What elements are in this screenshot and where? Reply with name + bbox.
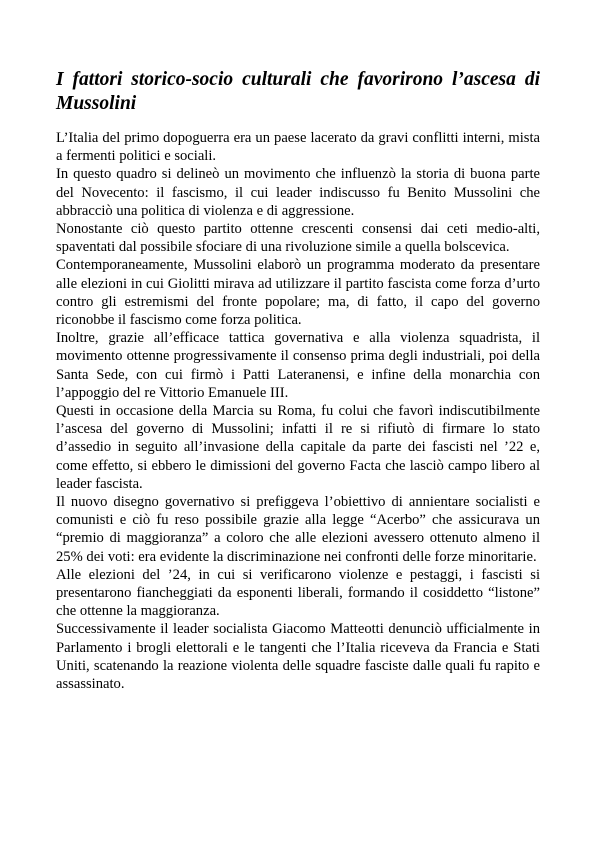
paragraph: Alle elezioni del ’24, in cui si verificarono violenze e pestaggi, i fascisti si presentarono fiancheggiati da esponenti liberali, formando il cosiddetto “listone” che ottenne la maggioranza.: [56, 566, 540, 620]
paragraph: In questo quadro si delineò un movimento che influenzò la storia di buona parte del Novecento: il fascismo, il cui leader indiscusso fu Benito Mussolini che abbracciò una politica di violenza e di aggressione.: [56, 166, 540, 219]
paragraph: Successivamente il leader socialista Giacomo Matteotti denunciò ufficialmente in Parlamento i brogli elettorali e le tangenti che l’Italia riceveva da Francia e Stati Uniti, scatenando la reazione violenta delle squadre fasciste dalle quali fu rapito e assassinato.: [56, 621, 540, 693]
paragraph: Questi in occasione della Marcia su Roma, fu colui che favorì indiscutibilmente l’ascesa del governo di Mussolini; infatti il re si rifiutò di firmare lo stato d’assedio in seguito all’invasione della capitale da parte dei fascisti nel ’22 e, come effetto, si ebbero le dimissioni del governo Facta che lasciò campo libero al leader fascista.: [56, 403, 540, 492]
paragraph: L’Italia del primo dopoguerra era un paese lacerato da gravi conflitti interni, mista a fermenti politici e sociali.: [56, 130, 540, 165]
paragraph: Contemporaneamente, Mussolini elaborò un programma moderato da presentare alle elezioni in cui Giolitti mirava ad utilizzare il partito fascista come forza d’urto contro gli estremismi del fronte popolare; ma, di fatto, il capo del governo riconobbe il fascismo come forza politica.: [56, 257, 540, 329]
document-title: I fattori storico-socio culturali che favorirono l’ascesa di Mussolini: [56, 69, 540, 114]
paragraph: Nonostante ciò questo partito ottenne crescenti consensi dai ceti medio-alti, spaventati dal possibile sfociare di una rivoluzione simile a quella bolscevica.: [56, 221, 540, 256]
paragraph: Inoltre, grazie all’efficace tattica governativa e alla violenza squadrista, il movimento ottenne progressivamente il consenso prima degli industriali, poi della Santa Sede, con cui firmò i Patti Lateranensi, e infine della monarchia con l’appoggio del re Vittorio Emanuele III.: [56, 330, 540, 401]
document-page: [56, 68, 540, 693]
paragraph: Il nuovo disegno governativo si prefiggeva l’obiettivo di annientare socialisti e comunisti e ciò fu reso possibile grazie alla legge “Acerbo” che assicurava un “premio di maggioranza” a coloro che alle elezioni avessero ottenuto almeno il 25% dei voti: era evidente la discriminazione nei confronti delle forze minoritarie.: [56, 494, 540, 565]
